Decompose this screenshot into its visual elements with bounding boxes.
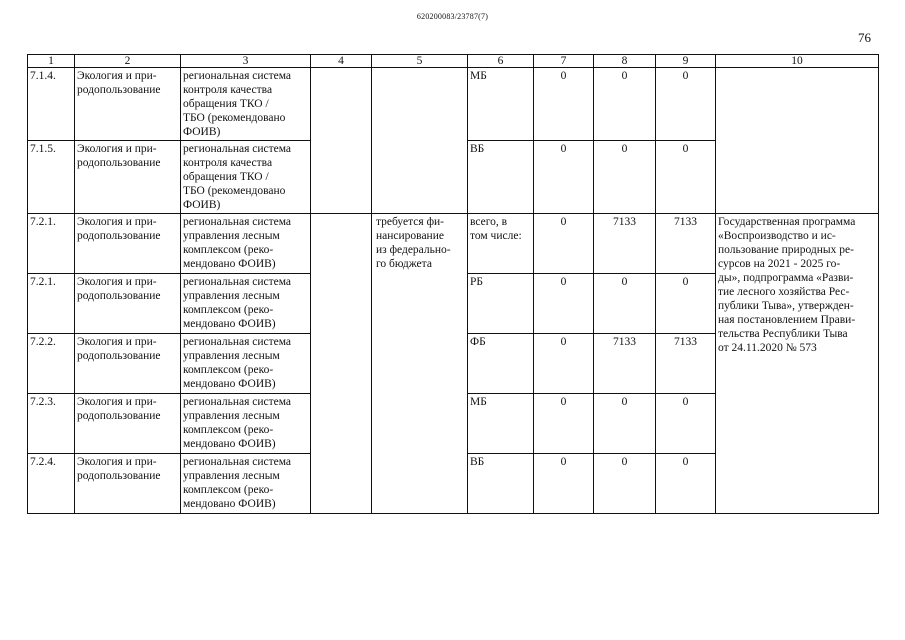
table-row xyxy=(28,214,879,274)
row-value: 0 xyxy=(534,214,594,274)
row-source: всего, в том числе: xyxy=(468,214,534,274)
financing-note: требуется фи- нансирование из федерально- го бюджета xyxy=(372,214,468,514)
row-area: Экология и при- родопользование xyxy=(75,274,181,334)
row-value: 0 xyxy=(656,274,716,334)
row-area: Экология и при- родопользование xyxy=(75,394,181,454)
empty-cell xyxy=(311,68,372,214)
row-source: МБ xyxy=(468,394,534,454)
row-value: 7133 xyxy=(656,334,716,394)
budget-table xyxy=(27,54,879,514)
row-number: 7.1.5. xyxy=(28,141,75,214)
page-number: 76 xyxy=(858,30,871,45)
column-header: 1 xyxy=(28,55,75,68)
row-value: 0 xyxy=(594,141,656,214)
column-header: 10 xyxy=(716,55,879,68)
row-area: Экология и при- родопользование xyxy=(75,214,181,274)
row-value: 0 xyxy=(534,454,594,514)
row-number: 7.2.2. xyxy=(28,334,75,394)
row-value: 0 xyxy=(534,394,594,454)
row-value: 0 xyxy=(594,454,656,514)
table-body xyxy=(28,68,879,514)
column-header: 8 xyxy=(594,55,656,68)
row-value: 0 xyxy=(594,274,656,334)
program-reference: Государственная программа «Воспроизводство и ис- пользование природных ре- сурсов на 2021 - 2025 го- ды», подпрограмма «Разви- тие лесного хозяйства Рес- публики Тыва», утвержден- ная постановлением Прави- тельства Республики Тыва от 24.11.2020 № 573 xyxy=(716,214,879,514)
row-system: региональная система управления лесным комплексом (реко- мендовано ФОИВ) xyxy=(181,334,311,394)
row-area: Экология и при- родопользование xyxy=(75,141,181,214)
row-source: МБ xyxy=(468,68,534,141)
row-value: 0 xyxy=(594,394,656,454)
row-area: Экология и при- родопользование xyxy=(75,334,181,394)
row-value: 7133 xyxy=(594,214,656,274)
column-header: 5 xyxy=(372,55,468,68)
column-header: 9 xyxy=(656,55,716,68)
row-value: 0 xyxy=(656,394,716,454)
row-area: Экология и при- родопользование xyxy=(75,68,181,141)
row-number: 7.2.1. xyxy=(28,274,75,334)
row-value: 0 xyxy=(534,68,594,141)
column-header: 6 xyxy=(468,55,534,68)
row-value: 0 xyxy=(594,68,656,141)
row-number: 7.1.4. xyxy=(28,68,75,141)
row-value: 7133 xyxy=(594,334,656,394)
column-header: 2 xyxy=(75,55,181,68)
column-header: 4 xyxy=(311,55,372,68)
row-value: 0 xyxy=(534,274,594,334)
row-source: ФБ xyxy=(468,334,534,394)
row-value: 0 xyxy=(656,68,716,141)
table-row xyxy=(28,68,879,141)
row-value: 0 xyxy=(534,141,594,214)
column-header: 3 xyxy=(181,55,311,68)
row-value: 0 xyxy=(534,334,594,394)
empty-cell xyxy=(716,68,879,214)
row-source: РБ xyxy=(468,274,534,334)
row-system: региональная система контроля качества обращения ТКО / ТБО (рекомендовано ФОИВ) xyxy=(181,141,311,214)
empty-cell xyxy=(311,214,372,514)
row-system: региональная система управления лесным комплексом (реко- мендовано ФОИВ) xyxy=(181,274,311,334)
row-area: Экология и при- родопользование xyxy=(75,454,181,514)
row-value: 7133 xyxy=(656,214,716,274)
row-number: 7.2.4. xyxy=(28,454,75,514)
row-system: региональная система управления лесным комплексом (реко- мендовано ФОИВ) xyxy=(181,214,311,274)
row-system: региональная система управления лесным комплексом (реко- мендовано ФОИВ) xyxy=(181,454,311,514)
row-system: региональная система управления лесным комплексом (реко- мендовано ФОИВ) xyxy=(181,394,311,454)
header-row xyxy=(28,55,879,68)
document-id: 620200083/23787(7) xyxy=(416,12,489,21)
row-system: региональная система контроля качества обращения ТКО / ТБО (рекомендовано ФОИВ) xyxy=(181,68,311,141)
row-number: 7.2.3. xyxy=(28,394,75,454)
empty-cell xyxy=(372,68,468,214)
row-number: 7.2.1. xyxy=(28,214,75,274)
column-header: 7 xyxy=(534,55,594,68)
row-value: 0 xyxy=(656,141,716,214)
row-source: ВБ xyxy=(468,141,534,214)
row-value: 0 xyxy=(656,454,716,514)
row-source: ВБ xyxy=(468,454,534,514)
